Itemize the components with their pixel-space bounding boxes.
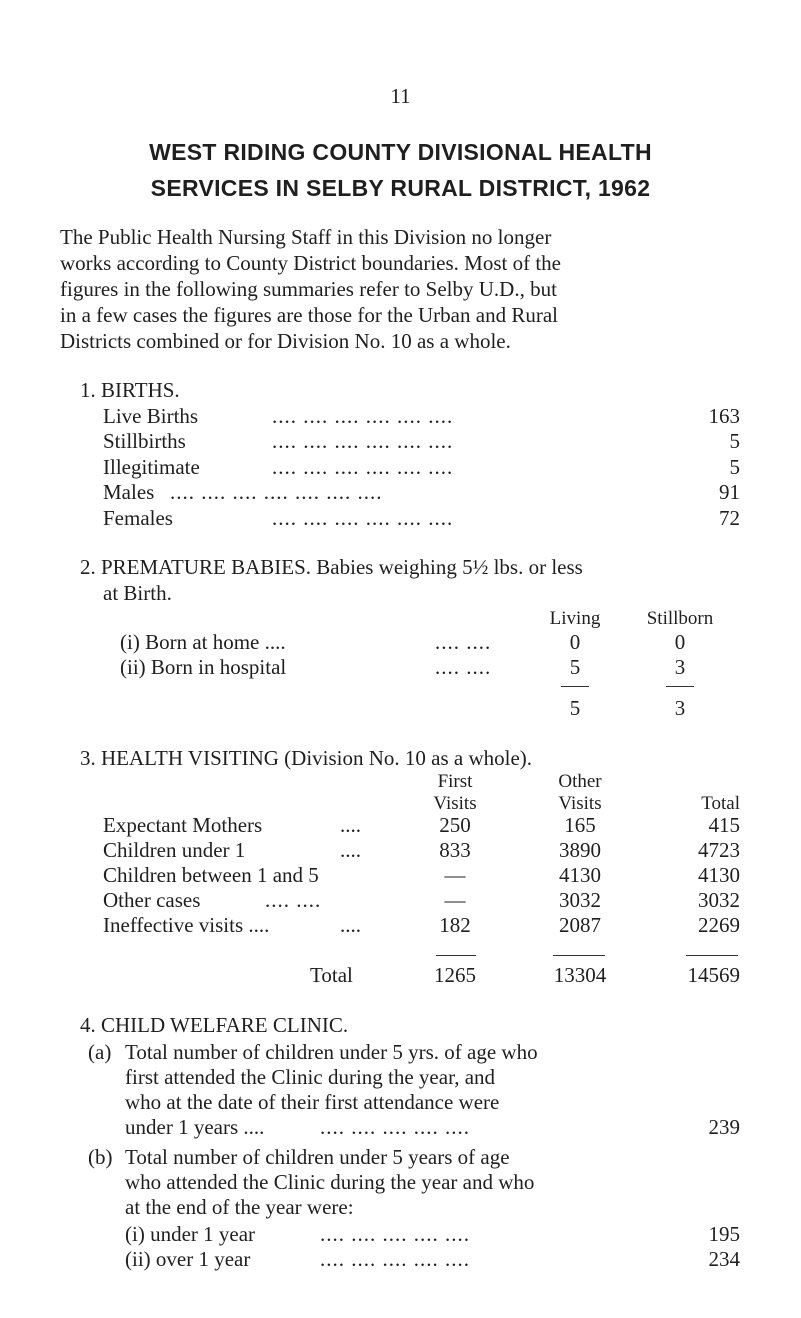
leader-dots: .... .... <box>265 888 322 912</box>
leader-dots: .... <box>340 813 361 837</box>
clinic-a-last: under 1 years .... <box>125 1115 265 1139</box>
clinic-heading: 4. CHILD WELFARE CLINIC. <box>80 1013 349 1037</box>
total-rule <box>561 686 589 687</box>
clinic-b-line: who attended the Clinic during the year and who <box>125 1170 535 1194</box>
clinic-b-row-value: 195 <box>708 1222 740 1246</box>
hv-first: — <box>444 863 466 887</box>
col-header-total: Total <box>701 793 740 814</box>
leader-dots: .... .... .... .... .... <box>320 1115 470 1139</box>
leader-dots: .... .... .... .... .... <box>320 1222 470 1246</box>
hv-row-label: Children under 1 <box>103 838 246 862</box>
hv-total-other: 13304 <box>553 963 607 987</box>
hv-first: 182 <box>439 913 471 937</box>
leader-dots: .... .... <box>435 655 492 679</box>
clinic-a-line: first attended the Clinic during the year, and <box>125 1065 496 1089</box>
clinic-b-line: Total number of children under 5 years of age <box>125 1145 510 1169</box>
premature-heading: 2. PREMATURE BABIES. Babies weighing 5½ lbs. or less <box>80 555 583 579</box>
hv-first: 250 <box>439 813 471 837</box>
col-header-other: Visits <box>558 793 602 814</box>
clinic-b-row-label: (ii) over 1 year <box>125 1247 251 1271</box>
leader-dots: .... <box>340 838 361 862</box>
premature-total-living: 5 <box>569 696 581 720</box>
hv-row-label: Expectant Mothers <box>103 813 263 837</box>
births-label: Illegitimate <box>103 455 200 479</box>
page-title-line-1: WEST RIDING COUNTY DIVISIONAL HEALTH <box>149 139 652 165</box>
intro-line: Districts combined or for Division No. 10 as a whole. <box>60 329 511 353</box>
premature-label: (ii) Born in hospital <box>120 655 287 679</box>
clinic-a-line: Total number of children under 5 yrs. of age who <box>125 1040 538 1064</box>
hv-other: 3890 <box>559 838 601 862</box>
clinic-b-line: at the end of the year were: <box>125 1195 354 1219</box>
births-value: 163 <box>708 404 740 428</box>
clinic-b-row-label: (i) under 1 year <box>125 1222 256 1246</box>
clinic-marker-b: (b) <box>88 1145 113 1169</box>
hv-other: 2087 <box>559 913 601 937</box>
hv-row-label: Children between 1 and 5 <box>103 863 319 887</box>
premature-stillborn: 0 <box>674 630 686 654</box>
hv-total-first: 1265 <box>434 963 476 987</box>
intro-line: figures in the following summaries refer to Selby U.D., but <box>60 277 557 301</box>
hv-first: — <box>444 888 466 912</box>
leader-dots: .... <box>340 913 361 937</box>
hv-total: 4130 <box>698 863 740 887</box>
col-header-living: Living <box>549 608 601 629</box>
clinic-b-row-value: 234 <box>708 1247 740 1271</box>
hv-total-total: 14569 <box>687 963 740 987</box>
premature-label: (i) Born at home .... <box>120 630 286 654</box>
births-label: Stillbirths <box>103 429 186 453</box>
leader-dots: .... .... .... .... .... <box>320 1247 470 1271</box>
clinic-a-line: who at the date of their first attendance were <box>125 1090 500 1114</box>
col-header-stillborn: Stillborn <box>646 608 714 629</box>
health-visiting-heading: 3. HEALTH VISITING (Division No. 10 as a whole). <box>80 746 533 770</box>
intro-line: works according to County District boundaries. Most of the <box>60 251 562 275</box>
leader-dots: .... .... .... .... .... .... .... <box>170 480 383 504</box>
leader-dots: .... .... .... .... .... .... <box>272 506 454 530</box>
hv-row-label: Other cases <box>103 888 201 912</box>
intro-line: in a few cases the figures are those for the Urban and Rural <box>60 303 558 327</box>
premature-heading-cont: at Birth. <box>103 581 172 605</box>
hv-other: 3032 <box>559 888 601 912</box>
clinic-a-value: 239 <box>708 1115 740 1139</box>
hv-other: 4130 <box>559 863 601 887</box>
premature-living: 5 <box>569 655 581 679</box>
total-rule <box>436 955 476 956</box>
premature-living: 0 <box>569 630 581 654</box>
page-title-line-2: SERVICES IN SELBY RURAL DISTRICT, 1962 <box>150 175 651 201</box>
col-header-first: First <box>437 771 473 792</box>
total-rule <box>666 686 694 687</box>
births-heading: 1. BIRTHS. <box>80 378 180 402</box>
hv-total-label: Total <box>310 963 353 987</box>
hv-row-label: Ineffective visits .... <box>103 913 270 937</box>
hv-first: 833 <box>439 838 471 862</box>
page-number: 11 <box>390 84 411 108</box>
hv-total: 4723 <box>698 838 740 862</box>
births-value: 72 <box>719 506 740 530</box>
births-value: 5 <box>729 455 740 479</box>
clinic-marker-a: (a) <box>88 1040 112 1064</box>
col-header-other: Other <box>558 771 602 792</box>
total-rule <box>553 955 605 956</box>
leader-dots: .... .... .... .... .... .... <box>272 455 454 479</box>
hv-total: 3032 <box>698 888 740 912</box>
births-label: Live Births <box>103 404 199 428</box>
intro-line: The Public Health Nursing Staff in this Division no longer <box>60 225 552 249</box>
leader-dots: .... .... .... .... .... .... <box>272 429 454 453</box>
births-label: Males <box>103 480 155 504</box>
hv-other: 165 <box>564 813 596 837</box>
premature-stillborn: 3 <box>674 655 686 679</box>
births-value: 91 <box>719 480 740 504</box>
hv-total: 2269 <box>698 913 740 937</box>
total-rule <box>686 955 738 956</box>
leader-dots: .... .... .... .... .... .... <box>272 404 454 428</box>
col-header-first: Visits <box>433 793 477 814</box>
leader-dots: .... .... <box>435 630 492 654</box>
hv-total: 415 <box>708 813 740 837</box>
births-value: 5 <box>729 429 740 453</box>
births-label: Females <box>103 506 173 530</box>
premature-total-stillborn: 3 <box>674 696 686 720</box>
